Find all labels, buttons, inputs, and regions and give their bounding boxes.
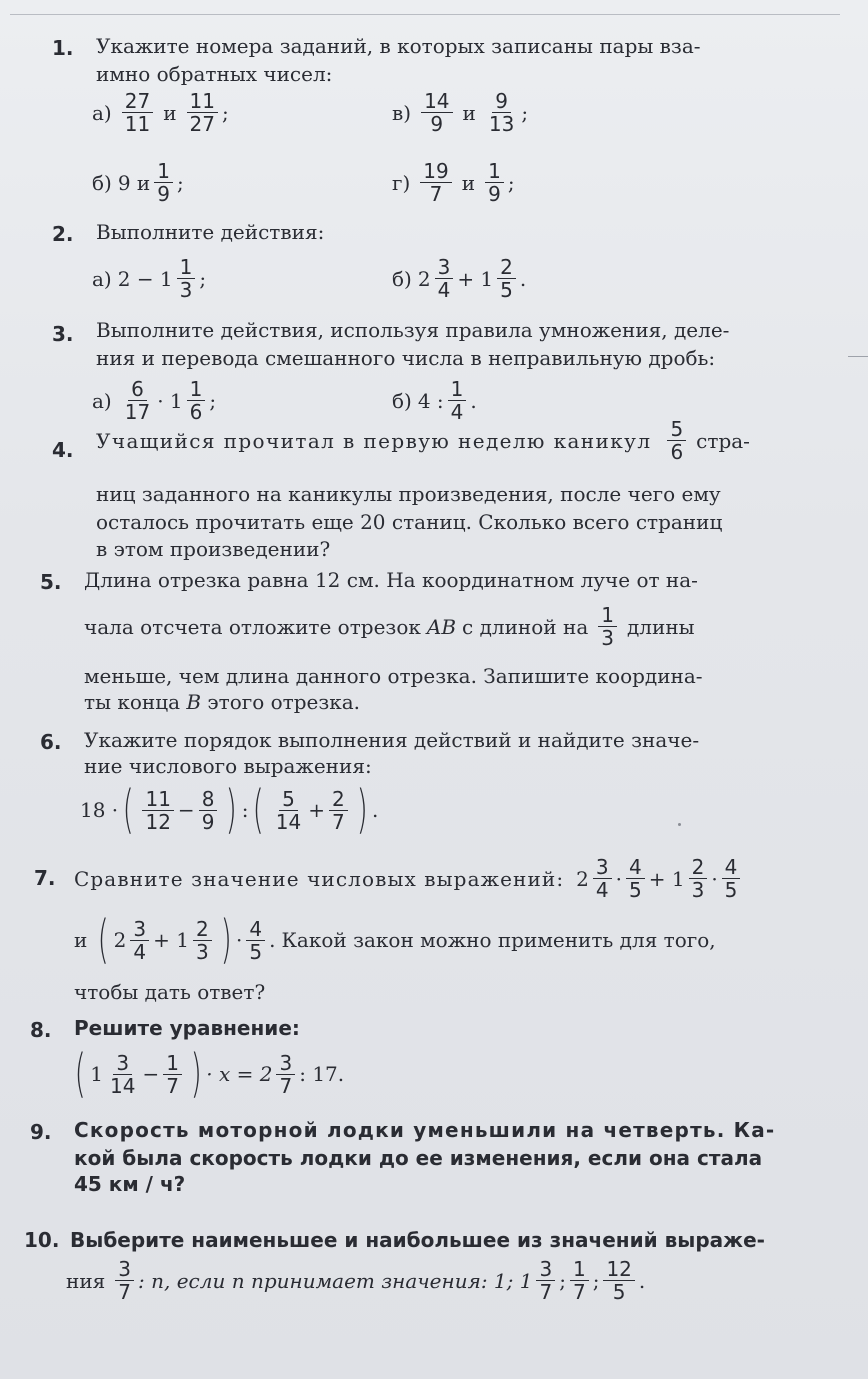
and-word: и	[163, 100, 177, 125]
denominator: 9	[430, 112, 444, 136]
task-3-option-b	[392, 378, 477, 423]
text: стра-	[696, 428, 750, 453]
numerator: 1	[570, 1258, 589, 1281]
whole-number: 9 и	[117, 170, 151, 195]
fraction	[187, 378, 206, 423]
margin-mark	[848, 356, 868, 357]
task-10-line-2	[66, 1258, 645, 1303]
denominator: 7	[429, 182, 443, 206]
whole-number: 2	[113, 928, 127, 952]
task-8-line-1: Решите уравнение:	[74, 1016, 300, 1040]
task-7-line-1	[74, 856, 744, 901]
numerator: 19	[420, 160, 451, 183]
denominator: 13	[488, 112, 515, 136]
task-3-line-2: ния и перевода смешанного числа в неправильную дробь:	[96, 346, 716, 370]
and-word: и	[461, 170, 476, 195]
punct: .	[269, 928, 276, 952]
denominator: 7	[539, 1280, 553, 1304]
punct: ;	[521, 100, 529, 125]
task-1-line-1: Укажите номера заданий, в которых записаны пары вза-	[96, 34, 701, 58]
paren-close: )	[190, 1044, 202, 1104]
denominator: 4	[450, 400, 464, 424]
numerator: 1	[448, 378, 467, 401]
task-1-option-b	[92, 160, 184, 205]
text: Какой закон можно применить для того,	[281, 928, 716, 952]
paren-open: (	[74, 1044, 86, 1104]
fraction	[486, 90, 517, 135]
fraction	[142, 788, 173, 833]
numerator: 12	[603, 1258, 634, 1281]
paren-open: (	[122, 780, 134, 840]
task-4-number: 4.	[52, 438, 74, 462]
text: длины	[626, 614, 695, 639]
expression: · 1	[157, 388, 183, 413]
fraction	[448, 378, 467, 423]
denominator: 5	[629, 878, 642, 902]
numerator: 3	[130, 918, 149, 941]
punct: ;	[559, 1268, 566, 1293]
text: этого отрезка.	[207, 690, 361, 714]
numerator: 1	[163, 1052, 182, 1075]
fraction	[667, 418, 686, 463]
option-label: а)	[92, 388, 112, 413]
whole-number: 2	[417, 266, 431, 291]
denominator: 14	[110, 1073, 136, 1098]
denominator: 4	[595, 878, 609, 902]
numerator: 1	[485, 160, 504, 183]
expression: + 1	[457, 266, 494, 291]
denominator: 14	[275, 809, 302, 834]
task-6-line-1: Укажите порядок выполнения действий и найдите значе-	[84, 728, 700, 752]
operator: + 1	[648, 866, 685, 891]
fraction	[193, 918, 212, 963]
fraction	[420, 160, 451, 205]
denominator: 9	[157, 182, 170, 206]
task-1-option-g	[392, 160, 515, 205]
task-7-number: 7.	[34, 866, 56, 890]
text: Сравните значение числовых выражений:	[74, 866, 565, 891]
operator: + 1	[153, 928, 189, 952]
task-1-option-a	[92, 90, 229, 135]
task-5-number: 5.	[40, 570, 62, 594]
numerator: 2	[193, 918, 212, 941]
denominator: 3	[195, 939, 209, 964]
fraction	[163, 1052, 182, 1097]
task-5-line-2	[84, 604, 695, 649]
numerator: 1	[187, 378, 206, 401]
denominator: 9	[201, 809, 215, 834]
numerator: 4	[246, 918, 265, 941]
numerator: 3	[536, 1258, 555, 1281]
fraction	[122, 378, 153, 423]
denominator: 7	[118, 1280, 132, 1304]
ink-dot	[678, 823, 681, 826]
text: Учащийся прочитал в первую неделю каникул	[96, 428, 652, 453]
numerator: 3	[593, 856, 612, 879]
numerator: 2	[329, 788, 348, 811]
fraction	[177, 256, 196, 301]
paren-open: (	[253, 780, 265, 840]
expression: 18 ·	[80, 798, 119, 822]
punct: ;	[221, 100, 229, 125]
option-label: б)	[392, 388, 412, 413]
numerator: 1	[177, 256, 196, 279]
denominator: 6	[189, 400, 203, 424]
fraction	[154, 160, 173, 205]
text: чала отсчета отложите отрезок	[84, 614, 421, 639]
expression: 4 :	[417, 388, 444, 413]
task-1-option-v	[392, 90, 528, 135]
operator: +	[308, 798, 325, 822]
task-4-line-3: осталось прочитать еще 20 станиц. Сколько всего страниц	[96, 510, 723, 534]
numerator: 3	[435, 256, 454, 279]
task-3-line-1: Выполните действия, используя правила умножения, деле-	[96, 318, 730, 342]
operator: ·	[711, 866, 718, 891]
task-9-line-1: Скорость моторной лодки уменьшили на четверть. Ка-	[74, 1118, 776, 1142]
numerator: 6	[128, 378, 147, 401]
paren-close: )	[225, 780, 238, 840]
denominator: 12	[145, 809, 171, 834]
denominator: 7	[279, 1073, 293, 1098]
numerator: 5	[667, 418, 686, 441]
denominator: 17	[124, 400, 151, 424]
fraction	[603, 1258, 634, 1303]
task-7-line-2	[74, 910, 716, 970]
fraction	[130, 918, 149, 963]
numerator: 4	[626, 856, 645, 879]
fraction	[246, 918, 265, 963]
fraction	[497, 256, 516, 301]
numerator: 9	[492, 90, 511, 113]
punct: ;	[592, 1268, 600, 1293]
fraction	[276, 1052, 295, 1097]
and-word: и	[462, 100, 476, 125]
denominator: 3	[179, 278, 193, 302]
fraction	[626, 856, 645, 901]
text: с длиной на	[462, 614, 589, 639]
fraction	[722, 856, 741, 901]
operator: ·	[615, 866, 622, 891]
operator: ·	[235, 928, 243, 952]
denominator: 9	[488, 182, 501, 206]
paren-open: (	[97, 910, 110, 970]
fraction	[122, 90, 153, 135]
fraction	[421, 90, 452, 135]
task-9-number: 9.	[30, 1120, 52, 1144]
option-label: а)	[92, 266, 112, 291]
task-5-line-4	[84, 690, 360, 714]
denominator: 5	[724, 878, 738, 902]
fraction	[536, 1258, 555, 1303]
and-word: и	[74, 928, 88, 952]
task-6-line-2: ние числового выражения:	[84, 754, 372, 778]
task-4-line-1	[96, 418, 750, 463]
numerator: 4	[722, 856, 741, 879]
denominator: 11	[124, 112, 151, 136]
expression: · x = 2	[206, 1062, 273, 1086]
fraction	[273, 788, 304, 833]
punct: ;	[177, 170, 184, 195]
paren-close: )	[356, 780, 368, 840]
task-9-line-3: 45 км / ч?	[74, 1172, 186, 1196]
punct: .	[638, 1268, 646, 1293]
denominator: 5	[249, 939, 263, 964]
fraction	[689, 856, 708, 901]
fraction	[598, 604, 617, 649]
fraction	[570, 1258, 589, 1303]
fraction	[485, 160, 504, 205]
expression: 2 − 1	[117, 266, 173, 291]
operator: :	[241, 798, 249, 822]
numerator: 3	[276, 1052, 295, 1075]
punct: ;	[507, 170, 515, 195]
fraction	[115, 1258, 134, 1303]
numerator: 2	[689, 856, 708, 879]
punct: : 17.	[299, 1062, 345, 1086]
numerator: 11	[142, 788, 173, 811]
operator: −	[142, 1062, 160, 1086]
task-10-line-1: Выберите наименьшее и наибольшее из значений выраже-	[70, 1228, 765, 1252]
task-4-line-2: ниц заданного на каникулы произведения, после чего ему	[96, 482, 721, 506]
option-label: г)	[392, 170, 411, 195]
fraction	[199, 788, 218, 833]
task-1-number: 1.	[52, 36, 74, 60]
denominator: 27	[189, 112, 215, 136]
punct: ;	[199, 266, 207, 291]
option-label: в)	[392, 100, 412, 125]
numerator: 3	[113, 1052, 132, 1075]
option-label: б)	[392, 266, 412, 291]
task-1-line-2: имно обратных чисел:	[96, 62, 333, 86]
task-7-line-3: чтобы дать ответ?	[74, 980, 266, 1004]
segment-name: AB	[426, 614, 457, 639]
denominator: 5	[500, 278, 513, 302]
task-3-number: 3.	[52, 322, 74, 346]
numerator: 27	[122, 90, 153, 113]
top-rule	[10, 14, 840, 15]
fraction	[435, 256, 454, 301]
task-4-line-4: в этом произведении?	[96, 537, 331, 561]
denominator: 5	[612, 1280, 626, 1304]
text: : n, если n принимает значения: 1; 1	[138, 1268, 533, 1293]
task-2-option-b	[392, 256, 526, 301]
punct: ;	[209, 388, 217, 413]
numerator: 14	[421, 90, 452, 113]
numerator: 11	[187, 90, 218, 113]
whole-number: 1	[90, 1062, 104, 1086]
punct: .	[470, 388, 477, 413]
fraction	[593, 856, 612, 901]
task-8-number: 8.	[30, 1018, 52, 1042]
task-3-option-a	[92, 378, 216, 423]
task-6-expression	[80, 780, 379, 840]
option-label: б)	[92, 170, 112, 195]
denominator: 7	[331, 809, 345, 834]
text: ния	[66, 1268, 106, 1293]
task-8-equation	[70, 1044, 345, 1104]
denominator: 3	[601, 626, 614, 650]
numerator: 5	[279, 788, 298, 811]
task-2-option-a	[92, 256, 206, 301]
task-6-number: 6.	[40, 730, 62, 754]
numerator: 1	[598, 604, 617, 627]
fraction	[187, 90, 218, 135]
numerator: 8	[199, 788, 218, 811]
task-9-line-2: кой была скорость лодки до ее изменения, если она стала	[74, 1146, 763, 1170]
task-10-number: 10.	[24, 1228, 60, 1252]
task-5-line-3: меньше, чем длина данного отрезка. Запишите координа-	[84, 664, 703, 688]
punct: .	[519, 266, 527, 291]
task-2-number: 2.	[52, 222, 74, 246]
denominator: 4	[133, 939, 147, 964]
task-5-line-1: Длина отрезка равна 12 см. На координатном луче от на-	[84, 568, 698, 592]
denominator: 3	[691, 878, 705, 902]
paren-close: )	[220, 910, 232, 970]
denominator: 6	[670, 440, 684, 464]
denominator: 7	[166, 1073, 179, 1098]
point-name: B	[186, 690, 202, 714]
fraction	[329, 788, 348, 833]
whole-number: 2	[576, 866, 589, 891]
operator: −	[177, 798, 195, 822]
numerator: 1	[154, 160, 173, 183]
task-2-line-1: Выполните действия:	[96, 220, 325, 244]
numerator: 2	[497, 256, 516, 279]
option-label: а)	[92, 100, 112, 125]
text: ты конца	[84, 690, 180, 714]
denominator: 7	[572, 1280, 586, 1304]
punct: .	[372, 798, 379, 822]
denominator: 4	[437, 278, 451, 302]
fraction	[107, 1052, 138, 1097]
numerator: 3	[115, 1258, 134, 1281]
